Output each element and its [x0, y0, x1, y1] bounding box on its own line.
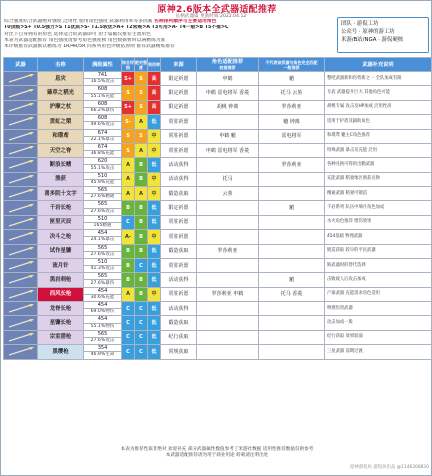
abs-badge: A [135, 187, 148, 201]
table-row [4, 273, 432, 280]
rate-badge: 低 [148, 316, 161, 330]
table-row [4, 187, 432, 194]
weapon-description: 胡桃专属 攻击及HP加成 泛用性高 [325, 100, 432, 114]
weapon-name: 息灾 [38, 72, 84, 86]
rate-badge: 低 [148, 158, 161, 172]
weapon-description: 物理伤害武器 [325, 302, 432, 316]
best-characters: 托马 [197, 172, 259, 186]
abs-badge: B [135, 244, 148, 258]
best-characters [197, 330, 259, 344]
weapon-icon-cell [4, 302, 38, 316]
intro-line: 对比下自身拥有的角色 选择适合的武器即可 由于篇幅仅推荐主流角色 [4, 31, 151, 37]
polearm-icon [7, 145, 35, 156]
polearm-icon [7, 217, 35, 228]
sub-stat: 45.9%充能 [84, 179, 122, 186]
normal-characters: 魈 [259, 72, 325, 86]
base-attack: 565 [84, 244, 122, 251]
tier-badge: A [122, 158, 135, 172]
weapon-icon-cell [4, 258, 38, 272]
weapon-name: 宗室猎枪 [38, 330, 84, 344]
weapon-description: 产球武器 充能需求角色适用 [325, 287, 432, 301]
header-usage: 满级属性 [84, 58, 122, 72]
abs-badge: S [135, 86, 148, 100]
weapon-description: 和璞鸢 魈主C角色推荐 [325, 129, 432, 143]
table-row [4, 302, 432, 309]
best-characters [197, 215, 259, 229]
normal-characters [259, 215, 325, 229]
abs-badge: B [135, 230, 148, 244]
sub-stat: 30.6%充能 [84, 294, 122, 301]
rate-badge: 中 [148, 187, 161, 201]
normal-characters [259, 187, 325, 201]
base-attack: 565 [84, 201, 122, 208]
credit-line: 米游/B站/NGA · 游侃硬核 [341, 37, 404, 43]
weapon-source: 活动获得 [161, 273, 197, 287]
sub-stat: 27.6%精通 [84, 194, 122, 201]
weapon-description: 缺武器时的替代选择 [325, 258, 432, 272]
base-attack: 620 [84, 158, 122, 165]
weapon-name: 西风长枪 [38, 287, 84, 301]
weapon-icon-cell [4, 215, 38, 229]
weapon-description: 454基础 物理武器 [325, 230, 432, 244]
base-attack: 454 [84, 230, 122, 237]
weapon-description: 各种兑换可得的出勤武器 [325, 158, 432, 172]
tier-badge: C [122, 302, 135, 316]
normal-characters: 罗莎莉亚 [259, 100, 325, 114]
weapon-icon-cell [4, 187, 38, 201]
tier-badge: C [122, 215, 135, 229]
tier-badge: S [122, 129, 135, 143]
table-row [4, 115, 432, 122]
weapon-source: 活动获得 [161, 302, 197, 316]
abs-badge: C [135, 258, 148, 272]
weapon-source: 锻造获取 [161, 187, 197, 201]
polearm-icon [7, 88, 35, 99]
header-rec-note: 不代表该武器与角色完全匹配 [265, 59, 318, 65]
best-characters: 申鹤 魈 [197, 129, 259, 143]
weapon-source: 活动获得 [161, 158, 197, 172]
table-row [4, 129, 432, 136]
normal-characters: 托马 云堇 [259, 86, 325, 100]
weapon-name: 龙脊长枪 [38, 302, 84, 316]
weapon-icon-cell [4, 244, 38, 258]
intro-line: 本评级推荐武器默认精炼为 1R/4R/5R 同系列角色评级依原则 推荐武器精炼推荐 [4, 44, 175, 50]
polearm-icon [7, 116, 35, 127]
weapon-name: 渔获 [38, 172, 84, 186]
weapon-icon-cell [4, 273, 38, 287]
polearm-icon [7, 332, 35, 343]
weapon-source: 常驻祈愿 [161, 143, 197, 157]
intro-text [4, 19, 322, 50]
rate-badge: 低 [148, 115, 161, 129]
weapon-source: 限定祈愿 [161, 100, 197, 114]
rate-badge: 高 [148, 72, 161, 86]
best-characters [197, 273, 259, 287]
rate-badge: 低 [148, 201, 161, 215]
polearm-icon [7, 174, 35, 185]
rate-badge: 中 [148, 287, 161, 301]
best-characters: 罗莎莉亚 [197, 244, 259, 258]
intro-red: 名称排列顺序与主要适用角色 [154, 19, 217, 24]
weapon-name: 断浪长鳍 [38, 158, 84, 172]
weapon-source: 纪行获取 [161, 330, 197, 344]
best-characters: 申鹤 [197, 72, 259, 86]
abs-badge: C [135, 330, 148, 344]
header-recommend: 角色适配推荐 [211, 59, 244, 65]
normal-characters: 托马 香菱 [259, 287, 325, 301]
weapon-description: 特殊武器 暴击及充能 泛用 [325, 143, 432, 157]
base-attack: 608 [84, 86, 122, 93]
weapon-name: 千岩长枪 [38, 201, 84, 215]
table-row [4, 330, 432, 337]
weapon-icon-cell [4, 230, 38, 244]
sub-stat: 55.1%攻击 [84, 165, 122, 172]
sub-stat: 27.6%攻击 [84, 337, 122, 344]
weapon-icon-cell [4, 100, 38, 114]
best-characters [197, 201, 259, 215]
abs-badge: B [135, 215, 148, 229]
base-attack: 454 [84, 302, 122, 309]
sub-stat: 55.1%物伤 [84, 323, 122, 330]
weapon-name: 贯虹之槊 [38, 115, 84, 129]
polearm-icon [7, 260, 35, 271]
weapon-description: 三星武器 前期过渡 [325, 345, 432, 359]
base-attack: 741 [84, 72, 122, 79]
weapon-name: 薙草之稻光 [38, 86, 84, 100]
weapon-icon-cell [4, 172, 38, 186]
best-characters [197, 258, 259, 272]
abs-badge: S [135, 72, 148, 86]
weapon-icon-cell [4, 330, 38, 344]
normal-characters [259, 244, 325, 258]
normal-characters: 魈 钟离 [259, 115, 325, 129]
tier-badge: S [122, 143, 135, 157]
sub-stat: 69.0%物伤 [84, 309, 122, 316]
credit-box [337, 17, 429, 53]
tier-badge: C [122, 345, 135, 359]
polearm-icon [7, 289, 35, 300]
weapon-name: 喜多院十文字 [38, 187, 84, 201]
table-row [4, 258, 432, 265]
weapon-name: 流月针 [38, 258, 84, 272]
abs-badge: S [135, 129, 148, 143]
weapon-icon-cell [4, 345, 38, 359]
weapon-name: 星镰长枪 [38, 316, 84, 330]
tier-badge: A [122, 172, 135, 186]
sub-stat: 24.1%暴击 [84, 237, 122, 244]
weapon-source: 常规获取 [161, 345, 197, 359]
weapon-description: 锻造获取 较早的平民武器 [325, 244, 432, 258]
tier-badge: S- [122, 115, 135, 129]
rate-badge: 高 [148, 86, 161, 100]
table-row [4, 86, 432, 93]
best-characters: 胡桃 钟离 [197, 100, 259, 114]
header-rate: 利用率 [148, 58, 161, 72]
normal-characters [259, 302, 325, 316]
tier-badge: B [122, 273, 135, 287]
table-row [4, 287, 432, 294]
base-attack: 565 [84, 273, 122, 280]
polearm-icon [7, 274, 35, 285]
abs-badge: C [135, 302, 148, 316]
polearm-icon [7, 303, 35, 314]
tier-badge: A [122, 287, 135, 301]
weapon-icon-cell [4, 316, 38, 330]
table-row [4, 201, 432, 208]
normal-characters: 魈 [259, 201, 325, 215]
polearm-icon [7, 159, 35, 170]
weapon-name: 黑缨枪 [38, 345, 84, 359]
header-best: 角色适配推荐 较高推荐 [197, 58, 259, 72]
rate-badge: 中 [148, 143, 161, 157]
weapon-source: 活动获得 [161, 172, 197, 186]
weapon-source: 锻造获取 [161, 244, 197, 258]
best-characters [197, 302, 259, 316]
sub-stat: 16.5%攻击 [84, 79, 122, 86]
weapon-source: 常驻祈愿 [161, 115, 197, 129]
weapon-name: 试作星镰 [38, 244, 84, 258]
rate-badge: 低 [148, 345, 161, 359]
weapon-source: 限定祈愿 [161, 201, 197, 215]
weapon-source: 常驻祈愿 [161, 230, 197, 244]
best-characters: 申鹤 雷电将军 香菱 [197, 86, 259, 100]
tier-badge: C [122, 316, 135, 330]
best-characters [197, 316, 259, 330]
intro-line: T0顶级>S+ T0.5强力>S T1优质>S- T1.5较优>A+ T2常规>A T3可用>A- T4一般>B T5不推>C [4, 25, 229, 31]
sub-stat: 49.6%攻击 [84, 122, 122, 129]
sub-stat: 36.8%充能 [84, 151, 122, 158]
sub-stat: 46.9%生命 [84, 352, 122, 359]
intro-line: 本表为武器适配推荐 角色强度请参考角色强度榜 角色数据暂时以满精炼为准 [4, 37, 166, 43]
sub-stat: 55.1%充能 [84, 93, 122, 100]
rate-badge: 低 [148, 258, 161, 272]
weapon-description: 水火角色推荐 增伤效果 [325, 215, 432, 229]
polearm-icon [7, 131, 35, 142]
weapon-icon-cell [4, 72, 38, 86]
weapon-source: 锻造获取 [161, 316, 197, 330]
weapon-source: 常驻祈愿 [161, 287, 197, 301]
table-row [4, 316, 432, 323]
tier-badge: B [122, 201, 135, 215]
page-title: 原神2.6版本全武器适配推荐 [157, 5, 277, 15]
weapon-description: 适用于护盾及辅助角色 [325, 115, 432, 129]
best-characters: 罗莎莉亚 申鹤 [197, 287, 259, 301]
rate-badge: 低 [148, 273, 161, 287]
best-characters: 申鹤 雷电将军 香菱 [197, 143, 259, 157]
table-row [4, 172, 432, 179]
rate-badge: 中 [148, 230, 161, 244]
base-attack: 608 [84, 100, 122, 107]
header-weapon: 武器 [4, 58, 38, 72]
polearm-icon [7, 203, 35, 214]
base-attack: 454 [84, 316, 122, 323]
sub-stat: 165精通 [84, 222, 122, 229]
rate-badge: 低 [148, 330, 161, 344]
weapon-icon-cell [4, 86, 38, 100]
weapon-name: 匣里灭辰 [38, 215, 84, 229]
base-attack: 565 [84, 330, 122, 337]
table-row [4, 345, 432, 352]
footer-note-2: 本武器适配推荐请勿用于商业用途 转载请注明出处 [165, 453, 269, 458]
tier-badge: B [122, 258, 135, 272]
weapon-icon-cell [4, 158, 38, 172]
weapon-source: 常驻祈愿 [161, 215, 197, 229]
best-characters [197, 115, 259, 129]
base-attack: 510 [84, 215, 122, 222]
header-name: 名称 [38, 58, 84, 72]
header-tier: 综合评级 [122, 59, 134, 70]
polearm-icon [7, 102, 35, 113]
abs-badge: B [135, 201, 148, 215]
rate-badge: 低 [148, 215, 161, 229]
table-row [4, 100, 432, 107]
weapon-name: 天空之脊 [38, 143, 84, 157]
base-attack: 454 [84, 287, 122, 294]
abs-badge: B [135, 287, 148, 301]
sub-stat: 22.1%暴击 [84, 136, 122, 143]
tier-badge: A- [122, 230, 135, 244]
tier-badge: S+ [122, 72, 135, 86]
abs-badge: B [135, 273, 148, 287]
table-row [4, 143, 432, 150]
best-characters [197, 158, 259, 172]
sub-stat: 66.2%暴伤 [84, 107, 122, 114]
weapon-description: 千岩系列 队伍中璃月角色加成 [325, 201, 432, 215]
base-attack: 354 [84, 345, 122, 352]
best-characters [197, 230, 259, 244]
header-desc: 武器补充说明 [325, 58, 432, 72]
abs-badge: C [135, 316, 148, 330]
table-row [4, 230, 432, 237]
weapon-description: 充能武器 稻妻地区渔获兑换 [325, 172, 432, 186]
weapon-description: 专武 武器提升巨大 其他角色可能 [325, 86, 432, 100]
base-attack: 510 [84, 258, 122, 265]
abs-badge: B [135, 172, 148, 186]
polearm-icon [7, 318, 35, 329]
weapon-name: 黑岩刺枪 [38, 273, 84, 287]
sub-stat: 27.6%暴伤 [84, 280, 122, 287]
polearm-icon [7, 246, 35, 257]
abs-badge: A [135, 143, 148, 157]
table-row [4, 72, 432, 79]
table-row [4, 215, 432, 222]
watermark: 原神游侃坊 游侃坊出品 @1146308830 [349, 465, 429, 470]
weapon-name: 和璞鸢 [38, 129, 84, 143]
header-source: 来源 [161, 58, 197, 72]
sub-stat: 27.6%攻击 [84, 208, 122, 215]
header-abs: 绝对强度 [135, 59, 147, 70]
weapon-icon-cell [4, 143, 38, 157]
weapon-table [3, 57, 432, 360]
weapon-description: 纪行获取 效果较弱 [325, 330, 432, 344]
sub-stat: 27.6%攻击 [84, 251, 122, 258]
table-row [4, 158, 432, 165]
tier-badge: C [122, 330, 135, 344]
weapon-source: 常驻祈愿 [161, 129, 197, 143]
normal-characters [259, 345, 325, 359]
polearm-icon [7, 231, 35, 242]
tier-badge: B [122, 244, 135, 258]
weapon-icon-cell [4, 129, 38, 143]
polearm-icon [7, 346, 35, 357]
polearm-icon [7, 73, 35, 84]
sub-stat: 41.3%攻击 [84, 266, 122, 273]
abs-badge: A [135, 115, 148, 129]
base-attack: 674 [84, 143, 122, 150]
normal-characters [259, 230, 325, 244]
weapon-icon-cell [4, 201, 38, 215]
normal-characters: 罗莎莉亚 [259, 158, 325, 172]
rate-badge: 低 [148, 302, 161, 316]
weapon-description: 精通武器 稻妻可锻造 [325, 187, 432, 201]
intro-line: 综合强度结合武器绝对强度 泛用性 使用角色强度 武器利用率等多因素 名称排列顺序与主要适用角色 [4, 19, 217, 24]
footer-note: 本表为推荐性质非绝对 欢迎补充 部分武器属性数值参考了米游社数据 适用性推荐数值仅供参考 [120, 447, 314, 452]
weapon-name: 决斗之枪 [38, 230, 84, 244]
rate-badge: 低 [148, 244, 161, 258]
footer [3, 447, 431, 470]
abs-badge: S [135, 100, 148, 114]
table-row [4, 244, 432, 251]
weapon-description: 击败敌人后攻击加成 [325, 273, 432, 287]
rate-badge: 高 [148, 100, 161, 114]
weapon-icon-cell [4, 287, 38, 301]
weapon-source: 限定祈愿 [161, 72, 197, 86]
weapon-name: 护摩之杖 [38, 100, 84, 114]
tier-badge: S+ [122, 100, 135, 114]
rate-badge: 中 [148, 172, 161, 186]
page-subtitle: 长柄武器篇 更新时间:2022.04.12 [175, 14, 247, 19]
weapon-source: 限定祈愿 [161, 86, 197, 100]
normal-characters [259, 172, 325, 186]
base-attack: 608 [84, 115, 122, 122]
weapon-description: 整吧武器新和伤势新之一 全队加成有限 [325, 72, 432, 86]
tier-badge: S [122, 86, 135, 100]
credit-line: 公众号 · 原神的游工坊 [341, 29, 395, 35]
base-attack: 510 [84, 172, 122, 179]
header-normal: 不代表该武器与角色完全匹配 一般推荐 [259, 58, 325, 72]
base-attack: 565 [84, 187, 122, 194]
weapon-icon-cell [4, 115, 38, 129]
best-characters [197, 345, 259, 359]
tier-badge: A [122, 187, 135, 201]
normal-characters [259, 316, 325, 330]
abs-badge: B [135, 158, 148, 172]
best-characters: 云堇 [197, 187, 259, 201]
normal-characters [259, 258, 325, 272]
weapon-description: 攻击加成一般 [325, 316, 432, 330]
credit-line: 团队 · 游侃工坊 [341, 21, 379, 27]
abs-badge: C [135, 345, 148, 359]
normal-characters [259, 143, 325, 157]
normal-characters [259, 330, 325, 344]
normal-characters: 雷电将军 [259, 129, 325, 143]
base-attack: 674 [84, 129, 122, 136]
normal-characters: 魈 [259, 273, 325, 287]
weapon-source: 常驻祈愿 [161, 258, 197, 272]
rate-badge: 中 [148, 129, 161, 143]
polearm-icon [7, 188, 35, 199]
